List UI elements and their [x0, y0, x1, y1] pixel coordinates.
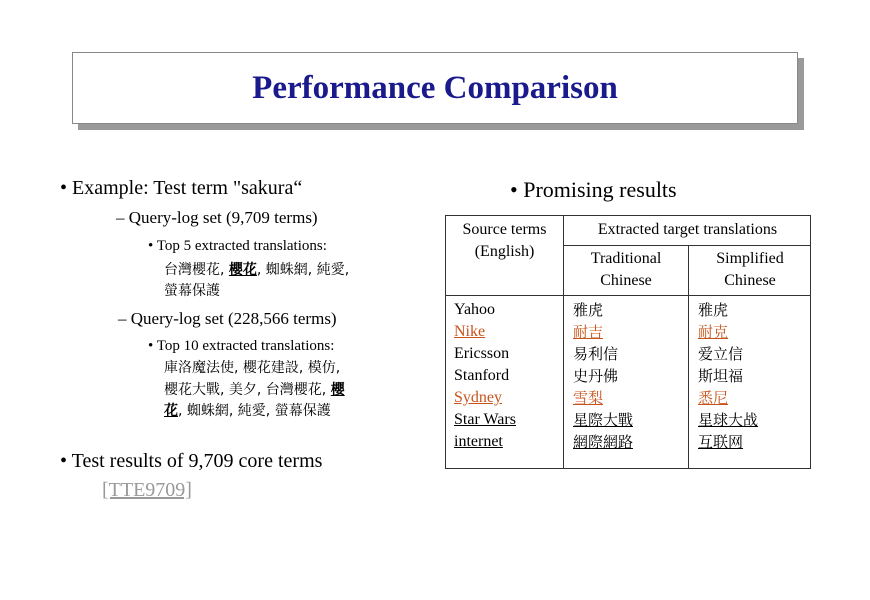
top5-heading: • Top 5 extracted translations:: [148, 238, 327, 254]
simplified-term[interactable]: 耐克: [698, 323, 729, 341]
simplified-column: [698, 299, 758, 453]
title-box: [72, 52, 798, 124]
traditional-term[interactable]: 星際大戰: [573, 411, 634, 429]
traditional-term[interactable]: 耐吉: [573, 323, 604, 341]
header-trad-line1: Traditional: [590, 250, 662, 267]
page-title: Performance Comparison: [252, 69, 618, 106]
header-simp-line2: Chinese: [724, 272, 776, 289]
top10-heading: • Top 10 extracted translations:: [148, 338, 335, 354]
top10-line-2: [164, 380, 345, 401]
top10-items-a: 櫻花大戰, 美夕, 台灣櫻花,: [164, 382, 327, 398]
traditional-term: 史丹佛: [573, 367, 619, 385]
top10-line-3: [164, 401, 331, 422]
header-trad-line2: Chinese: [600, 272, 652, 289]
promising-results-heading: • Promising results: [510, 177, 677, 202]
traditional-term[interactable]: 網際網路: [573, 433, 634, 451]
table-divider-h2: [445, 295, 811, 296]
simplified-term[interactable]: 悉尼: [698, 389, 729, 407]
querylog-set-2: – Query-log set (228,566 terms): [118, 309, 337, 328]
traditional-term: 雅虎: [573, 301, 604, 319]
header-simplified: [689, 248, 811, 292]
tte9709-link[interactable]: [TTE9709]: [102, 479, 192, 501]
traditional-term: 易利信: [573, 345, 619, 363]
top10-item-sakura-part1: 櫻: [330, 382, 345, 398]
source-term[interactable]: Sydney: [454, 389, 502, 406]
top5-item-a: 台灣櫻花,: [164, 262, 225, 278]
top10-item-sakura-part2: 花: [164, 403, 178, 419]
traditional-term[interactable]: 雪梨: [573, 389, 604, 407]
simplified-term: 雅虎: [698, 301, 729, 319]
source-term[interactable]: internet: [454, 433, 503, 450]
source-term: Yahoo: [454, 301, 496, 318]
source-term: Ericsson: [454, 345, 510, 362]
top10-items-b: , 蜘蛛網, 純愛, 螢幕保護: [178, 403, 331, 419]
source-term: Stanford: [454, 367, 510, 384]
example-bullet: • Example: Test term "sakura“: [60, 177, 303, 199]
table-divider-h1: [563, 245, 811, 246]
source-term[interactable]: Star Wars: [454, 411, 516, 428]
simplified-term[interactable]: 互联网: [698, 433, 744, 451]
header-source-terms: [446, 219, 563, 263]
top5-line-1: [164, 260, 349, 281]
top5-line-2: 螢幕保護: [164, 283, 220, 299]
source-term[interactable]: Nike: [454, 323, 486, 340]
simplified-term[interactable]: 星球大战: [698, 411, 759, 429]
top5-item-sakura: 櫻花: [228, 262, 257, 278]
querylog-set-1: – Query-log set (9,709 terms): [116, 208, 318, 227]
traditional-column: [573, 299, 633, 453]
top10-line-1: 庫洛魔法使, 櫻花建設, 模仿,: [164, 360, 341, 376]
source-terms-column: [454, 299, 516, 453]
test-results-bullet: • Test results of 9,709 core terms: [60, 450, 323, 472]
simplified-term: 斯坦福: [698, 367, 744, 385]
header-extracted: Extracted target translations: [597, 221, 778, 238]
header-source-line1: Source terms: [462, 221, 547, 238]
header-source-line2: (English): [474, 243, 535, 260]
header-traditional: [564, 248, 688, 292]
header-simp-line1: Simplified: [716, 250, 784, 267]
simplified-term: 爱立信: [698, 345, 744, 363]
top5-item-c: , 蜘蛛網, 純愛,: [256, 262, 350, 278]
